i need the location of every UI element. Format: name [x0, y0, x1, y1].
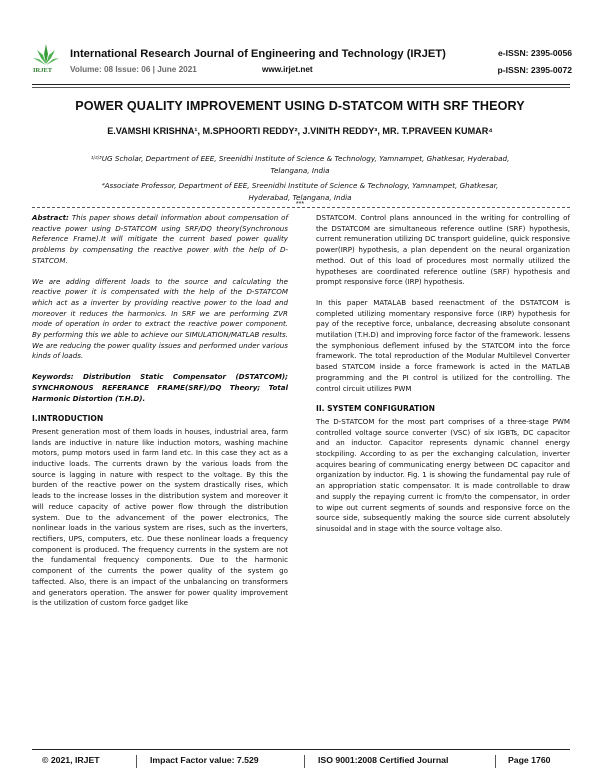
paper-title: POWER QUALITY IMPROVEMENT USING D-STATCOM WITH SRF THEORY: [75, 99, 525, 113]
affiliation-professor: ⁴Associate Professor, Department of EEE, Sreenidhi Institute of Science & Technology, Yamnampet, Ghatkesar, Hyderabad, Telangana, India: [101, 181, 499, 202]
footer-separator: [304, 755, 305, 768]
header-rule-thin: [32, 87, 570, 88]
affiliation-students: ¹ʲ²ʲ³UG Scholar, Department of EEE, Sreenidhi Institute of Science & Technology, Yamnampet, Ghatkesar, Hyderabad, Telangana, India: [90, 154, 510, 175]
system-config-text: The D-STATCOM for the most part comprises of a three-stage PWM controlled voltage source converter (VSC) of six IGBTs, DC capacitor and an inductor. Capacitor represents dynamic channel energy stockpiling. According to as per the exchanging calculation, inverter acquires bearing of communicating energy between DC capacitor and organization by inductor. Fig. 1 is showing the fundamental pay rule of an appropriation static compensator. It is made controllable to draw and supply the repaying current ic from/to the compensator, in order to wipe out current segments of sounds and responsive force on the source side, subsequently making the source side current absolutely sinusoidal and in stage with the source voltage also.: [316, 416, 570, 533]
divider-mark: ***: [295, 201, 305, 208]
footer-impact-factor: Impact Factor value: 7.529: [150, 755, 259, 765]
header-rule: [32, 84, 570, 85]
volume-issue: Volume: 08 Issue: 06 | June 2021: [70, 65, 197, 74]
abstract-label: Abstract:: [32, 213, 69, 222]
p-issn: p-ISSN: 2395-0072: [497, 65, 572, 75]
footer-copyright: © 2021, IRJET: [42, 755, 100, 765]
system-config-heading: II. SYSTEM CONFIGURATION: [316, 404, 435, 414]
logo-text: IRJET: [33, 67, 53, 74]
right-column: [316, 213, 570, 545]
footer-iso: ISO 9001:2008 Certified Journal: [318, 755, 449, 765]
left-column: [32, 213, 288, 619]
intro-heading: I.INTRODUCTION: [32, 414, 104, 424]
page-footer: [32, 755, 572, 769]
abstract-paragraph: [32, 213, 288, 267]
footer-rule: [32, 749, 570, 750]
footer-separator: [136, 755, 137, 768]
abstract-text: This paper shows detail information about compensation of reactive power using D-STATCOM using SRF/DQ theory(Synchronous Reference Frame).It will mitigate the current based power quality problems by compensating the reactive power with the help of D-STATCOM.: [32, 213, 288, 265]
footer-page-number: Page 1760: [508, 755, 551, 765]
abstract-paragraph-2: We are adding different loads to the source and calculating the reactive power it is compensated with the help of the D-STATCOM which act as a inverter by providing reactive power to the load and moreover it reduces the harmonics. In SRF we are performing ZVR mode of operation in order to extract the reactive power component. By performing this we able to achieve our SIMULATION/MATLAB results. We are reducing the power quality issues and performed under various kinds of loads.: [32, 276, 288, 361]
journal-website[interactable]: www.irjet.net: [262, 65, 313, 74]
irjet-logo: [32, 42, 60, 78]
footer-separator: [495, 755, 496, 768]
right-paragraph-2: In this paper MATALAB based reenactment of the DSTATCOM is completed utilizing momentary responsive force (IRP) hypothesis for pay of the receptive force, unbalance, decreasing absolute consonant mutilation (T.H.D) and improving force factor of the framework. lessens the symphonious deflement infused by the STATCOM into the force framework. The total reproduction of the Modular Multilevel Converter based STATCOM inside a force framework is acted in the MATLAB programming and the PI control is utilized for the controlling. The control circuit utilizes PWM: [316, 297, 570, 393]
journal-name: International Research Journal of Engineering and Technology (IRJET): [70, 48, 446, 60]
intro-text: Present generation most of them loads in houses, industrial area, farm lands are inductive in nature like induction motors, washing machine motors, pump motors used in farm land etc. In this case they act as a inductive loads. The currents drawn by the various loads from the source is lagging in nature with respect to the voltage. By this the burden of the reactive power on the system drastically rises, which leads to the increase losses in the distribution system and moreover it will reduce capacity of active power flow through the distribution system. Due to the advancement of the power electronics, The nonlinear loads in the various system are rises, such as the inverters, rectifiers, UPS, computers, etc. Due these nonlinear loads a frequency component is produced. The frequency currents in the system are not the fundamental frequency components. Due to the harmonic component of the currents the power quality of the system go taffected. Also, there is an impact of the unbalancing on transformers and generators operation. The answer for power quality improvement is the utilization of custom force gadget like: [32, 426, 288, 608]
author-list: E.VAMSHI KRISHNA¹, M.SPHOORTI REDDY², J.VINITH REDDY³, MR. T.PRAVEEN KUMAR⁴: [107, 126, 493, 136]
journal-header: [32, 42, 572, 82]
right-paragraph-1: DSTATCOM. Control plans announced in the writing for controlling of the DSTATCOM are simultaneous reference outline (SRF) hypothesis, current remuneration utilizing DC transport guideline, quick responsive power(IRP) hypothesis, a plan dependent on the neural organization method. Out of this load of procedures most normally utilized the hypotheses are coordinated reference outline (SRF) hypothesis and prompt responsive force (IRP) hypothesis.: [316, 213, 570, 287]
keywords: Keywords: Distribution Static Compensator (DSTATCOM); SYNCHRONOUS REFERANCE FRAME(SRF)/DQ Theory; Total Harmonic Distortion (T.H.D).: [32, 372, 288, 403]
e-issn: e-ISSN: 2395-0056: [497, 48, 572, 58]
